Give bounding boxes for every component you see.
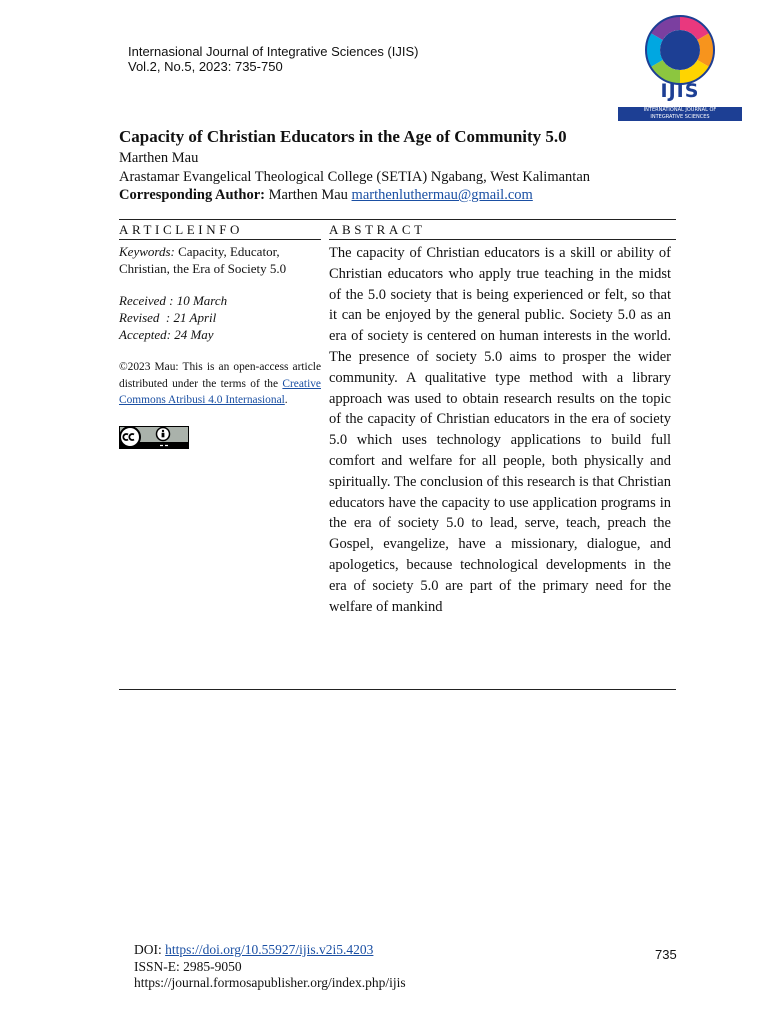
- abstract-heading: ABSTRACT: [329, 222, 426, 237]
- keywords-label: Keywords:: [119, 244, 175, 259]
- article-info-divider: [119, 239, 321, 240]
- logo-text: IJIS: [660, 80, 700, 102]
- corresponding-email-link[interactable]: marthenluthermau@gmail.com: [351, 187, 533, 203]
- logo-subtitle-line1: INTERNATIONAL JOURNAL OF: [643, 107, 717, 113]
- corresponding-name: Marthen Mau: [268, 187, 348, 203]
- keywords: [119, 243, 321, 277]
- license-text: ©2023 Mau: This is an open-access article distributed under the terms of the: [119, 361, 321, 390]
- license-link[interactable]: Creative Commons Atribusi 4.0 Internasional: [119, 377, 321, 407]
- issn: ISSN-E: 2985-9050: [134, 958, 242, 974]
- article-info-heading: ARTICLEINFO: [119, 222, 244, 237]
- abstract-divider: [329, 239, 676, 240]
- received-date: Received : 10 March: [119, 293, 228, 308]
- author-name: Marthen Mau: [119, 150, 199, 166]
- abstract-text: The capacity of Christian educators is a skill or ability of Christian educators who apply true teaching in the midst of the 5.0 society that is being experienced or felt, so that it can be enjoyed by the general public. Society 5.0 as an era of society is centered on human interests in the world. The presence of society 5.0 aims to prosper the wider community. A qualitative type method with a library approach was used to obtain research results on the topic of the capacity of Christian educators in the era of society 5.0 which uses technology applications to build full comfort and welfare for all people, both physically and spiritually. The conclusion of this research is that Christian educators have the capacity to use application programs in the era of society 5.0 to lead, serve, teach, preach the Gospel, evangelize, have a missionary, dialogue, and apologetics, because technological developments in the era of society 5.0 are part of the primary need for the welfare of mankind: [329, 245, 671, 615]
- page-number: 735: [655, 947, 677, 962]
- top-divider: [119, 219, 676, 220]
- doi-link[interactable]: https://doi.org/10.55927/ijis.v2i5.4203: [165, 942, 374, 957]
- license-notice: [119, 359, 321, 409]
- journal-logo: [618, 10, 742, 122]
- keywords-value: Capacity, Educator, Christian, the Era of Society 5.0: [119, 244, 287, 276]
- journal-url: https://journal.formosapublisher.org/index.php/ijis: [134, 975, 406, 990]
- accepted-date: Accepted: 24 May: [119, 327, 214, 342]
- doi-label: DOI:: [134, 942, 162, 957]
- logo-subtitle: [618, 107, 742, 121]
- journal-name: Internasional Journal of Integrative Sciences (IJIS): [128, 44, 419, 59]
- logo-subtitle-line2: INTEGRATIVE SCIENCES: [650, 114, 710, 120]
- article-dates: [119, 292, 321, 343]
- cc-by-badge-icon: [119, 426, 189, 449]
- corresponding-label: Corresponding Author:: [119, 187, 265, 203]
- bottom-divider: [119, 689, 676, 690]
- journal-header: [128, 44, 418, 74]
- page-footer: [134, 942, 406, 992]
- affiliation: Arastamar Evangelical Theological College (SETIA) Ngabang, West Kalimantan: [119, 168, 591, 185]
- article-meta: [119, 149, 590, 205]
- doi-line: [134, 942, 406, 959]
- revised-date: Revised : 21 April: [119, 310, 217, 325]
- corresponding-author: [119, 186, 590, 205]
- journal-volume: Vol.2, No.5, 2023: 735-750: [128, 59, 283, 74]
- article-title: Capacity of Christian Educators in the Age of Community 5.0: [119, 127, 567, 146]
- license-end: .: [284, 394, 288, 407]
